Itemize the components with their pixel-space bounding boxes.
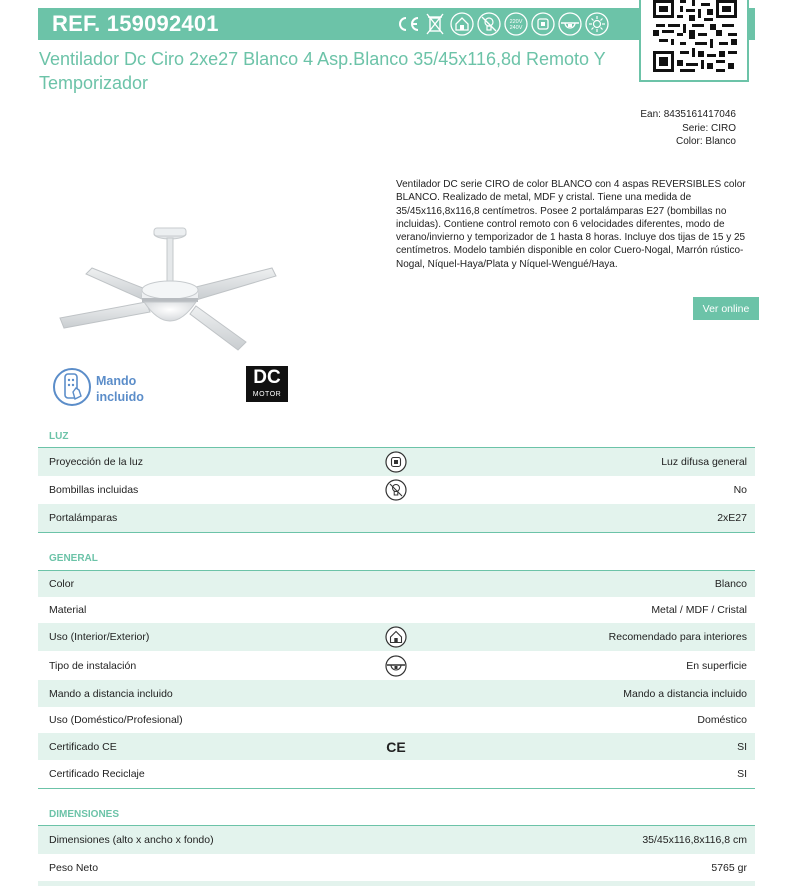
section-general-title: GENERAL (49, 553, 98, 564)
spec-label: Uso (Interior/Exterior) (49, 631, 150, 643)
surface-mount-icon (385, 655, 407, 677)
spec-value: Metal / MDF / Cristal (651, 604, 747, 616)
spec-label: Uso (Doméstico/Profesional) (49, 714, 183, 726)
diffuse-light-icon (531, 12, 555, 36)
dimmable-icon (585, 12, 609, 36)
spec-value: No (733, 484, 747, 496)
spec-row (38, 651, 755, 680)
product-image (40, 150, 300, 360)
remote-included-badge (53, 366, 153, 408)
spec-row (38, 760, 755, 788)
no-bulb-icon (477, 12, 501, 36)
spec-row (38, 680, 755, 707)
remote-label-line1: Mando (96, 374, 137, 388)
spec-value: Blanco (714, 578, 747, 590)
indoor-house-icon (385, 626, 407, 648)
spec-value: SI (737, 740, 747, 753)
spec-row (38, 707, 755, 733)
voltage-icon (504, 12, 528, 36)
spec-label: Peso Neto (49, 861, 99, 874)
spec-row (38, 826, 755, 854)
spec-label: Certificado Reciclaje (49, 768, 145, 780)
spec-label: Certificado CE (49, 740, 117, 753)
spec-label: Portalámparas (49, 512, 118, 524)
spec-value: 2xE27 (717, 512, 747, 524)
product-color: Color: Blanco (675, 136, 736, 147)
product-description: Ventilador DC serie CIRO de color BLANCO con 4 aspas REVERSIBLES color BLANCO. Realizado de metal, MDF y cristal. Tiene una medida de 35/45x116,8x116,8 centímetros. Posee 2 portalámparas E27 (bombillas no incluidas). Contiene control remoto con 6 velocidades diferentes, modo de verano/invierno y temporizador de 1 hasta 8 horas. Incluye dos tijas de 15 y 25 centímetros. Modelo también disponible en color Cuero-Nogal, Marrón rústico-Nogal, Níquel-Haya/Plata y Níquel-Wengué/Haya. (396, 179, 746, 270)
view-online-button[interactable]: Ver online (693, 297, 759, 320)
product-serie: Serie: CIRO (682, 122, 736, 134)
surface-mount-icon (558, 12, 582, 36)
section-divider (38, 788, 755, 789)
indoor-house-icon (450, 12, 474, 36)
reference-number: REF. 159092401 (52, 11, 219, 36)
spec-row (38, 597, 755, 623)
spec-label: Proyección de la luz (49, 456, 143, 468)
section-luz-title: LUZ (49, 431, 69, 442)
spec-row (38, 854, 755, 881)
svg-text:240V: 240V (509, 25, 523, 31)
section-dimensiones-title: DIMENSIONES (49, 809, 120, 820)
spec-row (38, 881, 755, 886)
spec-value: SI (737, 768, 747, 780)
ce-mark-icon (396, 12, 420, 36)
motor-label: MOTOR (252, 391, 282, 398)
spec-row (38, 476, 755, 504)
spec-row (38, 571, 755, 597)
spec-row (38, 504, 755, 532)
spec-row (38, 448, 755, 476)
certification-icons (396, 11, 609, 37)
spec-value: Luz difusa general (661, 456, 747, 468)
ce-mark-icon: CE (386, 738, 406, 755)
spec-value: 5765 gr (711, 861, 747, 874)
ean-code: Ean: 8435161417046 (640, 109, 736, 120)
dc-label: DC (253, 367, 281, 388)
no-bulb-icon (385, 479, 407, 501)
product-meta (640, 108, 736, 149)
spec-value: En superficie (686, 659, 747, 672)
dc-motor-badge (246, 366, 288, 402)
spec-label: Mando a distancia incluido (49, 687, 173, 700)
spec-row (38, 623, 755, 651)
section-divider (38, 532, 755, 533)
remote-label-line2: incluido (96, 390, 144, 404)
spec-value: 35/45x116,8x116,8 cm (642, 834, 747, 846)
spec-value: Mando a distancia incluido (623, 687, 747, 700)
spec-row (38, 733, 755, 760)
ceiling-fan-icon (40, 150, 300, 360)
svg-text:220V: 220V (509, 19, 523, 25)
weee-bin-icon (423, 12, 447, 36)
spec-label: Color (49, 578, 75, 590)
spec-value: Recomendado para interiores (608, 631, 747, 643)
qr-code[interactable] (639, 0, 749, 82)
spec-value: Doméstico (697, 714, 747, 726)
diffuse-light-icon (385, 451, 407, 473)
spec-label: Tipo de instalación (49, 659, 137, 672)
spec-label: Material (49, 604, 87, 616)
spec-label: Dimensiones (alto x ancho x fondo) (49, 834, 214, 846)
qr-code-icon (653, 0, 737, 72)
product-title: Ventilador Dc Ciro 2xe27 Blanco 4 Asp.Blanco 35/45x116,8d Remoto Y Temporizador (39, 49, 606, 93)
spec-label: Bombillas incluidas (49, 484, 139, 496)
